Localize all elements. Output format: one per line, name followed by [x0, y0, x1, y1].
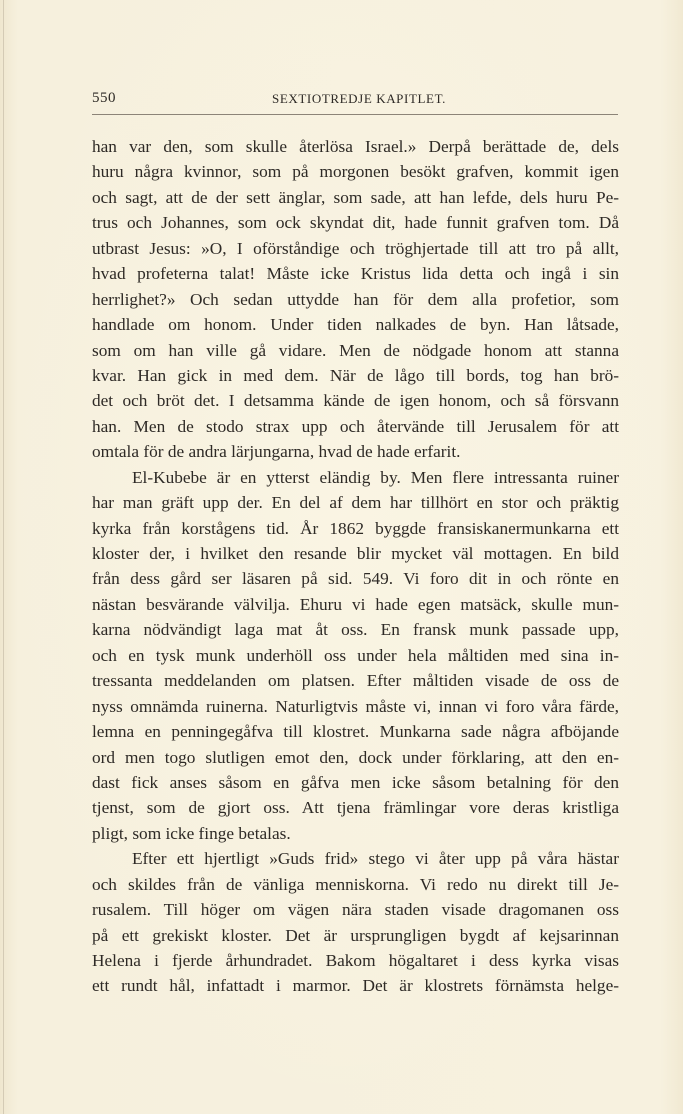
text-line: han var den, som skulle återlösa Israel.» Derpå berättade de, dels — [92, 137, 619, 156]
text-line: trus och Johannes, som ock skyndat dit, hade funnit grafven tom. Då — [92, 213, 619, 233]
text-line: Efter ett hjertligt »Guds frid» stego vi åter upp på våra hästar — [132, 849, 619, 869]
text-line: herrlighet?» Och sedan uttydde han för dem alla profetior, som — [92, 289, 619, 309]
body-text — [92, 134, 619, 999]
text-line: och skildes från de vänliga menniskorna. Vi redo nu direkt till Je- — [92, 874, 619, 894]
header-rule — [92, 114, 618, 115]
text-line: handlade om honom. Under tiden nalkades de byn. Han låtsade, — [92, 315, 619, 335]
text-line: och en tysk munk underhöll oss under hela måltiden med sina in- — [92, 645, 619, 665]
text-line: kloster der, i hvilket den resande blir mycket väl mottagen. En bild — [92, 544, 619, 563]
text-line: på ett grekiskt kloster. Det är ursprungligen bygdt af kejsarinnan — [92, 925, 619, 945]
text-line: han. Men de stodo strax upp och återvände till Jerusalem för att — [92, 416, 619, 436]
page-header — [92, 90, 618, 112]
running-title: SEXTIOTREDJE KAPITLET. — [272, 91, 446, 106]
text-line: det och bröt det. I detsamma kände de igen honom, och så försvann — [92, 391, 619, 411]
text-line: El-Kubebe är en ytterst eländig by. Men flere intressanta ruiner — [132, 467, 619, 487]
text-line: nyss omnämda ruinerna. Naturligtvis måste vi, innan vi foro våra färde, — [92, 696, 619, 716]
text-line: lemna en penningegåfva till klostret. Munkarna sade några afböjande — [92, 722, 619, 742]
text-line: Helena i fjerde århundradet. Bakom högaltaret i dess kyrka visas — [92, 951, 619, 970]
text-line: tjenst, som de gjort oss. Att tjena främlingar vore deras kristliga — [92, 798, 619, 818]
text-line: kyrka från korstågens tid. År 1862 byggde fransiskanermunkarna ett — [92, 518, 619, 538]
text-line: dast fick anses såsom en gåfva men icke såsom betalning för den — [92, 772, 619, 792]
text-line: och sagt, att de der sett änglar, som sade, att han lefde, dels huru Pe- — [92, 187, 619, 207]
page-number: 550 — [92, 90, 116, 106]
text-line: omtala för de andra lärjungarna, hvad de hade erfarit. — [92, 442, 461, 462]
text-line: rusalem. Till höger om vägen nära staden visade dragomanen oss — [92, 900, 619, 920]
text-line: kvar. Han gick in med dem. När de lågo till bords, tog han brö- — [92, 365, 619, 385]
text-line: hvad profeterna talat! Måste icke Kristus lida detta och ingå i sin — [92, 264, 619, 284]
text-line: pligt, som icke finge betalas. — [92, 823, 291, 843]
text-line: ett rundt hål, infattadt i marmor. Det är klostrets förnämsta helge- — [92, 976, 619, 996]
text-line: karna nödvändigt laga mat åt oss. En fransk munk passade upp, — [92, 620, 619, 640]
text-line: som om han ville gå vidare. Men de nödgade honom att stanna — [92, 340, 619, 360]
text-line: nästan besvärande välvilja. Ehuru vi hade egen matsäck, skulle mun- — [92, 594, 619, 614]
text-line: tressanta meddelanden om platsen. Efter måltiden visade de oss de — [92, 671, 619, 691]
text-line: utbrast Jesus: »O, I oförståndige och tröghjertade till att tro på allt, — [92, 238, 619, 258]
page-edge — [3, 0, 4, 1114]
text-line: ord men togo slutligen emot den, dock under förklaring, att den en- — [92, 747, 619, 767]
text-line: huru några kvinnor, som på morgonen besökt grafven, kommit igen — [92, 162, 619, 182]
text-line: har man gräft upp der. En del af dem har tillhört en stor och präktig — [92, 493, 619, 513]
text-line: från dess gård ser läsaren på sid. 549. Vi foro dit in och rönte en — [92, 569, 619, 589]
